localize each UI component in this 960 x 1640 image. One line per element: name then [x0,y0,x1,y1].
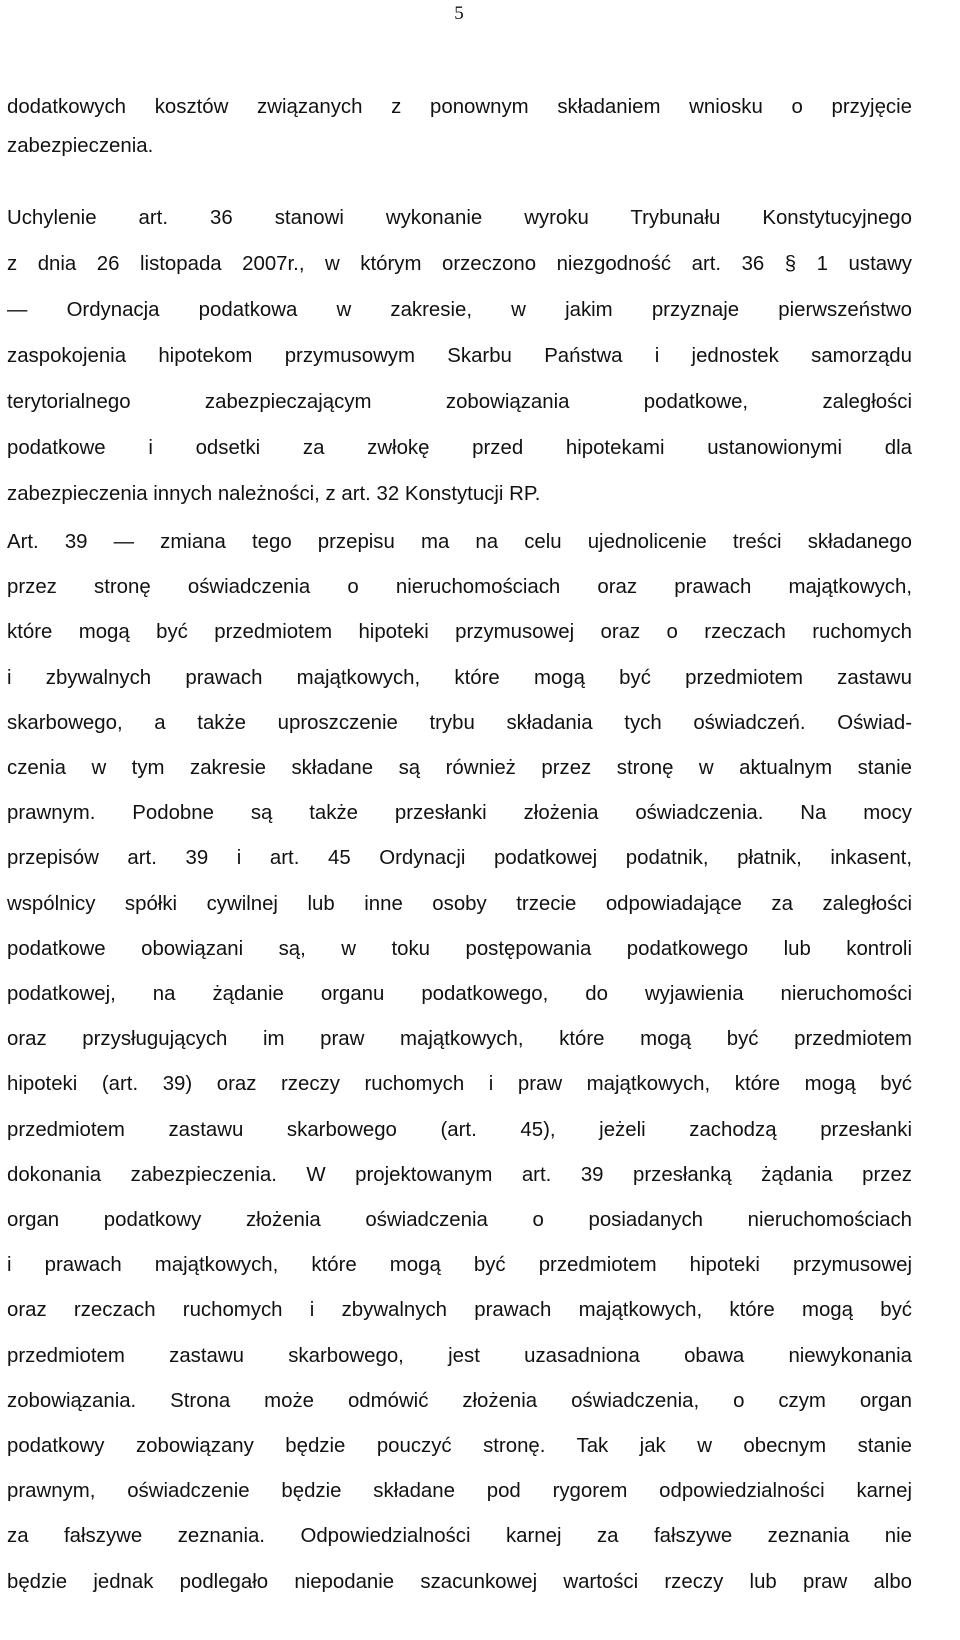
text-line: zabezpieczenia. [7,135,154,157]
text-line: oraz przysługujących im praw majątkowych, które mogą być przedmiotem [7,1028,912,1051]
text-line: i zbywalnych prawach majątkowych, które mogą być przedmiotem zastawu [7,666,912,689]
text-line: za fałszywe zeznania. Odpowiedzialności karnej za fałszywe zeznania nie [7,1525,912,1548]
paragraph-art-39 [7,520,912,1605]
text-line: podatkowy zobowiązany będzie pouczyć stronę. Tak jak w obecnym stanie [7,1435,912,1458]
text-line: — Ordynacja podatkowa w zakresie, w jakim przyznaje pierwszeństwo [7,299,912,321]
text-line: dokonania zabezpieczenia. W projektowanym art. 39 przesłanką żądania przez [7,1163,912,1186]
page-number: 5 [454,3,464,24]
text-line: terytorialnego zabezpieczającym zobowiązania podatkowe, zaległości [7,391,912,413]
text-line: przedmiotem zastawu skarbowego (art. 45), jeżeli zachodzą przesłanki [7,1118,912,1141]
text-line: podatkowe i odsetki za zwłokę przed hipotekami ustanowionymi dla [7,437,912,459]
paragraph-art-36 [7,195,912,517]
text-line: czenia w tym zakresie składane są również przez stronę w aktualnym stanie [7,757,912,780]
text-line: z dnia 26 listopada 2007r., w którym orzeczono niezgodność art. 36 § 1 ustawy [7,253,912,275]
text-line: wspólnicy spółki cywilnej lub inne osoby trzecie odpowiadające za zaległości [7,892,912,915]
text-line: przez stronę oświadczenia o nieruchomościach oraz prawach majątkowych, [7,576,912,599]
text-line: Art. 39 — zmiana tego przepisu ma na celu ujednolicenie treści składanego [7,531,912,553]
text-line: zobowiązania. Strona może odmówić złożenia oświadczenia, o czym organ [7,1389,912,1412]
text-line: podatkowej, na żądanie organu podatkowego, do wyjawienia nieruchomości [7,983,912,1006]
text-line: przedmiotem zastawu skarbowego, jest uzasadniona obawa niewykonania [7,1344,912,1367]
text-line: Uchylenie art. 36 stanowi wykonanie wyroku Trybunału Konstytucyjnego [7,207,912,229]
text-line: skarbowego, a także uproszczenie trybu składania tych oświadczeń. Oświad- [7,711,912,734]
text-line: prawnym, oświadczenie będzie składane pod rygorem odpowiedzialności karnej [7,1480,912,1503]
text-line: zaspokojenia hipotekom przymusowym Skarbu Państwa i jednostek samorządu [7,345,912,367]
text-line: prawnym. Podobne są także przesłanki złożenia oświadczenia. Na mocy [7,802,912,825]
text-line: zabezpieczenia innych należności, z art. 32 Konstytucji RP. [7,483,541,505]
text-line: podatkowe obowiązani są, w toku postępowania podatkowego lub kontroli [7,937,912,960]
text-line: hipoteki (art. 39) oraz rzeczy ruchomych i praw majątkowych, które mogą być [7,1073,912,1096]
text-line: dodatkowych kosztów związanych z ponownym składaniem wniosku o przyjęcie [7,96,912,118]
text-line: i prawach majątkowych, które mogą być przedmiotem hipoteki przymusowej [7,1254,912,1277]
text-line: które mogą być przedmiotem hipoteki przymusowej oraz o rzeczach ruchomych [7,621,912,644]
text-line: organ podatkowy złożenia oświadczenia o posiadanych nieruchomościach [7,1209,912,1232]
text-line: przepisów art. 39 i art. 45 Ordynacji podatkowej podatnik, płatnik, inkasent, [7,847,912,870]
text-line: będzie jednak podlegało niepodanie szacunkowej wartości rzeczy lub praw albo [7,1570,912,1593]
paragraph-costs [7,88,912,166]
text-line: oraz rzeczach ruchomych i zbywalnych prawach majątkowych, które mogą być [7,1299,912,1322]
